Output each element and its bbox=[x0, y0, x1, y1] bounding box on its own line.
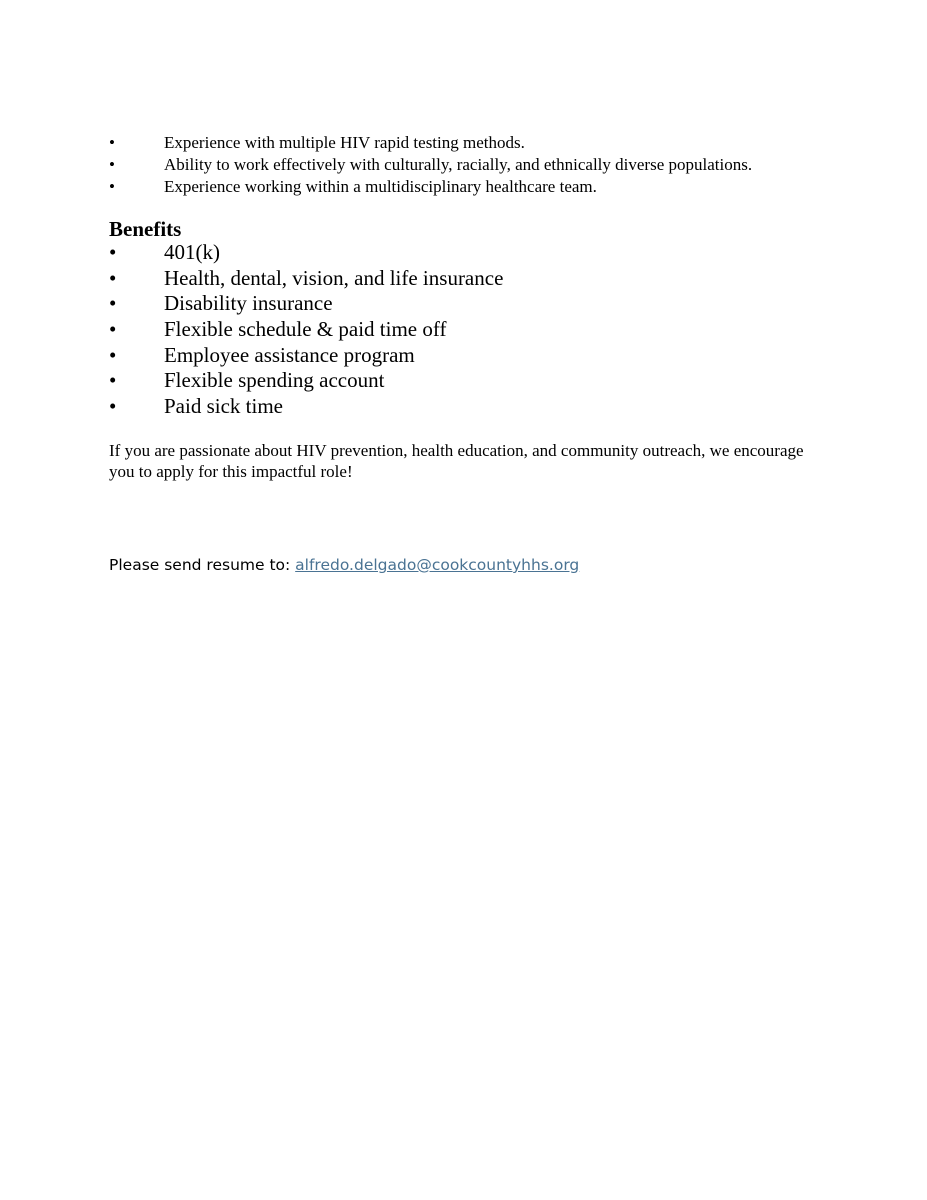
list-item bbox=[109, 154, 752, 176]
requirement-text: Experience working within a multidisciplinary healthcare team. bbox=[164, 177, 597, 196]
bullet-icon: • bbox=[109, 133, 115, 152]
resume-label: Please send resume to: bbox=[109, 556, 296, 574]
benefit-text: Employee assistance program bbox=[164, 342, 415, 367]
list-item bbox=[109, 342, 503, 368]
benefit-text: Health, dental, vision, and life insurance bbox=[164, 265, 504, 290]
requirement-text: Ability to work effectively with culturally, racially, and ethnically diverse populations. bbox=[164, 155, 753, 174]
bullet-icon: • bbox=[109, 240, 117, 264]
benefits-list bbox=[109, 239, 503, 419]
bullet-icon: • bbox=[109, 317, 117, 342]
list-item bbox=[109, 316, 503, 342]
list-item bbox=[109, 132, 752, 154]
requirements-list bbox=[109, 132, 752, 198]
closing-paragraph: If you are passionate about HIV prevention, health education, and community outreach, we encourage you to apply for this impactful role! bbox=[109, 441, 804, 481]
benefit-text: 401(k) bbox=[164, 240, 220, 264]
bullet-icon: • bbox=[109, 291, 117, 316]
benefit-text: Flexible schedule & paid time off bbox=[164, 317, 447, 342]
bullet-icon: • bbox=[109, 265, 117, 290]
list-item bbox=[109, 176, 752, 198]
list-item bbox=[109, 265, 503, 291]
bullet-icon: • bbox=[109, 177, 115, 196]
benefit-text: Disability insurance bbox=[164, 291, 333, 316]
list-item bbox=[109, 367, 503, 393]
email-link[interactable]: alfredo.delgado@cookcountyhhs.org bbox=[295, 556, 580, 574]
benefits-heading: Benefits bbox=[109, 217, 182, 241]
list-item bbox=[109, 239, 503, 265]
bullet-icon: • bbox=[109, 342, 117, 367]
list-item bbox=[109, 290, 503, 316]
bullet-icon: • bbox=[109, 368, 117, 393]
list-item bbox=[109, 393, 503, 419]
requirement-text: Experience with multiple HIV rapid testing methods. bbox=[164, 133, 525, 152]
bullet-icon: • bbox=[109, 155, 115, 174]
bullet-icon: • bbox=[109, 394, 117, 419]
benefit-text: Flexible spending account bbox=[164, 368, 385, 393]
benefit-text: Paid sick time bbox=[164, 394, 283, 419]
resume-instruction bbox=[109, 554, 579, 576]
